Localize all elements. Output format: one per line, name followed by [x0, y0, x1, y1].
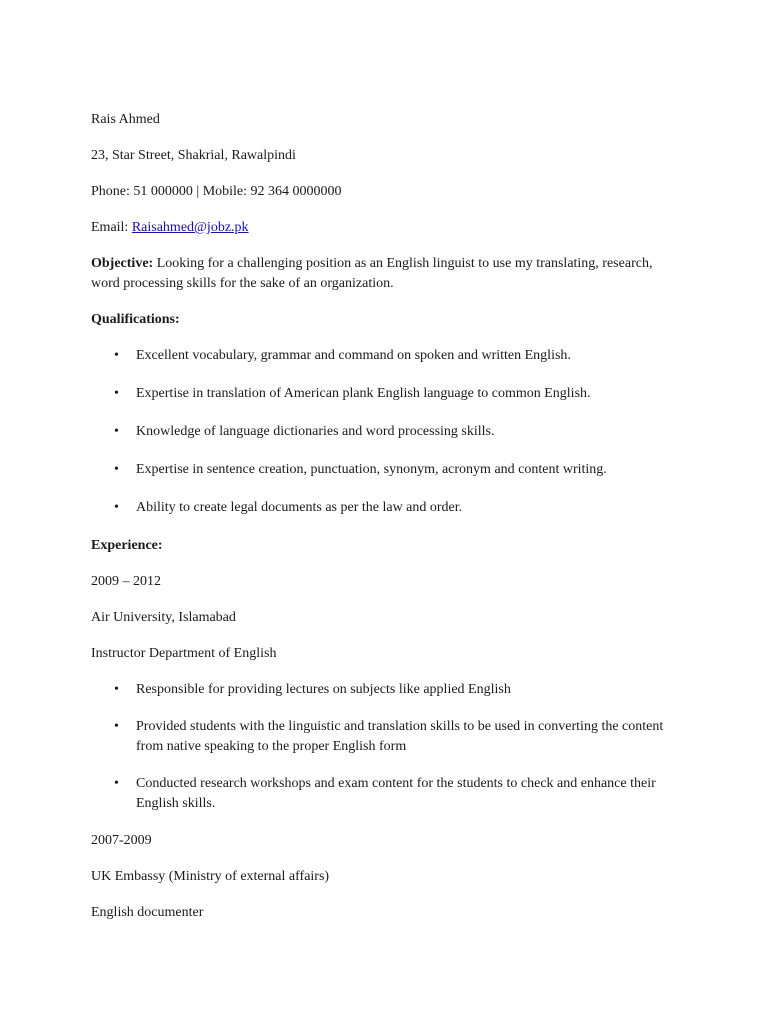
candidate-name: Rais Ahmed — [91, 112, 160, 127]
job-employer: Air University, Islamabad — [91, 610, 236, 625]
objective-paragraph — [91, 254, 681, 294]
list-item — [91, 774, 681, 814]
list-item — [91, 346, 681, 366]
experience-heading: Experience: — [91, 538, 163, 553]
list-item — [91, 384, 681, 404]
address: 23, Star Street, Shakrial, Rawalpindi — [91, 148, 296, 163]
job-title: Instructor Department of English — [91, 646, 277, 661]
bullet-icon: • — [114, 500, 119, 515]
list-item — [91, 680, 681, 700]
objective-text: Looking for a challenging position as an English linguist to use my translating, research, word processing skills for the sake of an organization. — [91, 256, 653, 291]
bullet-icon: • — [114, 386, 119, 401]
email-label: Email: — [91, 220, 129, 235]
list-item-text: Ability to create legal documents as per the law and order. — [136, 500, 463, 515]
qualifications-heading: Qualifications: — [91, 312, 180, 327]
phone-line: Phone: 51 000000 | Mobile: 92 364 0000000 — [91, 184, 342, 199]
list-item — [91, 717, 681, 757]
list-item-text: Responsible for providing lectures on subjects like applied English — [136, 682, 511, 697]
bullet-icon: • — [114, 424, 119, 439]
resume-document — [91, 110, 681, 939]
list-item — [91, 422, 681, 442]
job-period: 2007-2009 — [91, 833, 152, 848]
email-link[interactable]: Raisahmed@jobz.pk — [131, 220, 249, 235]
job-duties-list — [91, 680, 681, 814]
bullet-icon: • — [114, 719, 119, 734]
list-item-text: Provided students with the linguistic and translation skills to be used in converting the content from native speaking to the proper English form — [136, 719, 664, 754]
email-line — [91, 218, 681, 238]
bullet-icon: • — [114, 348, 119, 363]
bullet-icon: • — [114, 682, 119, 697]
job-period: 2009 – 2012 — [91, 574, 161, 589]
list-item-text: Knowledge of language dictionaries and word processing skills. — [136, 424, 495, 439]
qualifications-list — [91, 346, 681, 518]
bullet-icon: • — [114, 462, 119, 477]
job-title: English documenter — [91, 905, 204, 920]
job-employer: UK Embassy (Ministry of external affairs) — [91, 869, 330, 884]
list-item-text: Excellent vocabulary, grammar and command on spoken and written English. — [136, 348, 571, 363]
list-item-text: Expertise in sentence creation, punctuation, synonym, acronym and content writing. — [136, 462, 607, 477]
list-item — [91, 498, 681, 518]
list-item-text: Conducted research workshops and exam content for the students to check and enhance their English skills. — [136, 776, 656, 811]
list-item-text: Expertise in translation of American plank English language to common English. — [136, 386, 591, 401]
objective-label: Objective: — [91, 256, 154, 271]
list-item — [91, 460, 681, 480]
bullet-icon: • — [114, 776, 119, 791]
